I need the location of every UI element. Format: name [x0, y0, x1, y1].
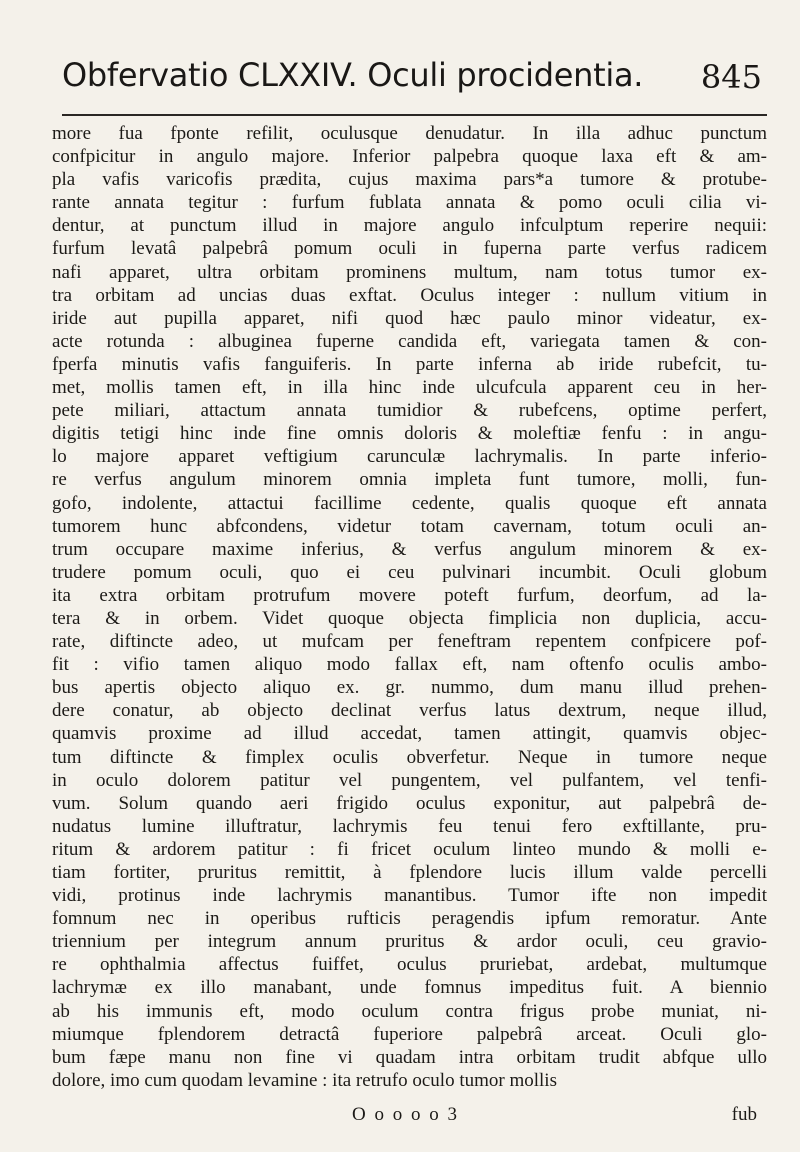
text-line: lachrymæ ex illo manabant, unde fomnus impeditus fuit. A biennio: [52, 977, 767, 999]
text-line: dere conatur, ab objecto declinat verfus latus dextrum, neque illud,: [52, 700, 767, 722]
text-line: acte rotunda : albuginea fuperne candida eft, variegata tamen & con-: [52, 330, 767, 352]
body-text: [52, 122, 767, 1092]
text-line: trudere pomum oculi, quo ei ceu pulvinari incumbit. Oculi globum: [52, 561, 767, 583]
text-line: tumorem hunc abfcondens, videtur totam cavernam, totum oculi an-: [52, 515, 767, 537]
text-line: bus apertis objecto aliquo ex. gr. nummo, dum manu illud prehen-: [52, 677, 767, 699]
catchword: fub: [731, 1104, 757, 1125]
text-line: confpicitur in angulo majore. Inferior palpebra quoque laxa eft & am-: [52, 146, 767, 168]
text-line: ab his immunis eft, modo oculum contra frigus probe muniat, ni-: [52, 1000, 767, 1022]
signature-mark: O o o o o 3: [352, 1104, 459, 1125]
text-line: tum diftincte & fimplex oculis obverfetur. Neque in tumore neque: [52, 746, 767, 768]
running-head: Obfervatio CLXXIV. Oculi procidentia.: [62, 56, 644, 94]
text-line: lo majore apparet veftigium carunculæ lachrymalis. In parte inferio-: [52, 446, 767, 468]
text-line: ritum & ardorem patitur : fi fricet oculum linteo mundo & molli e-: [52, 838, 767, 860]
text-line: tiam fortiter, pruritus remittit, à fplendore lucis illum valde percelli: [52, 862, 767, 883]
text-line: nudatus lumine illuftratur, lachrymis feu tenui fero exftillante, pru-: [52, 815, 767, 837]
text-line: pla vafis varicofis prædita, cujus maxima pars*a tumore & protube-: [52, 169, 767, 191]
text-line: tera & in orbem. Videt quoque objecta fimplicia non duplicia, accu-: [52, 607, 767, 629]
text-line: tra orbitam ad uncias duas exftat. Oculus integer : nullum vitium in: [52, 284, 767, 306]
header-rule: [62, 114, 767, 116]
text-line: in oculo dolorem patitur vel pungentem, vel pulfantem, vel tenfi-: [52, 769, 767, 791]
text-line: fit : vifio tamen aliquo modo fallax eft, nam oftenfo oculis ambo-: [52, 654, 767, 676]
text-line: iride aut pupilla apparet, nifi quod hæc paulo minor videatur, ex-: [52, 307, 767, 329]
text-line: digitis tetigi hinc inde fine omnis doloris & moleftiæ fenfu : in angu-: [52, 423, 767, 445]
text-line: bum fæpe manu non fine vi quadam intra orbitam trudit abfque ullo: [52, 1046, 767, 1068]
text-line: more fua fponte refilit, oculusque denudatur. In illa adhuc punctum: [52, 123, 767, 144]
text-line: trum occupare maxime inferius, & verfus angulum minorem & ex-: [52, 538, 767, 560]
page-header: [62, 56, 762, 114]
text-line: rate, diftincte adeo, ut mufcam per feneftram repentem confpicere pof-: [52, 631, 767, 653]
text-line: miumque fplendorem detractâ fuperiore palpebrâ arceat. Oculi glo-: [52, 1023, 767, 1045]
text-line: quamvis proxime ad illud accedat, tamen attingit, quamvis objec-: [52, 723, 767, 745]
page-footer: [52, 1104, 767, 1130]
text-line: fomnum nec in operibus rufticis peragendis ipfum remoratur. Ante: [52, 908, 767, 930]
page-number: 845: [700, 58, 762, 96]
text-line: vum. Solum quando aeri frigido oculus exponitur, aut palpebrâ de-: [52, 792, 767, 814]
text-line: nafi apparet, ultra orbitam prominens multum, nam totus tumor ex-: [52, 261, 767, 283]
text-line: dentur, at punctum illud in majore angulo infculptum reperire nequii:: [52, 215, 767, 237]
text-line: re verfus angulum minorem omnia impleta funt tumore, molli, fun-: [52, 469, 767, 491]
text-line: re ophthalmia affectus fuiffet, oculus pruriebat, ardebat, multumque: [52, 954, 767, 976]
text-line: fperfa minutis vafis fanguiferis. In parte inferna ab iride rubefcit, tu-: [52, 353, 767, 375]
text-line: furfum levatâ palpebrâ pomum oculi in fuperna parte verfus radicem: [52, 238, 767, 260]
text-line: pete miliari, attactum annata tumidior & rubefcens, optime perfert,: [52, 400, 767, 422]
text-line: dolore, imo cum quodam levamine : ita retrufo oculo tumor mollis: [52, 1069, 557, 1091]
text-line: gofo, indolente, attactui facillime cedente, qualis quoque eft annata: [52, 492, 767, 514]
text-line: met, mollis tamen eft, in illa hinc inde ulcufcula apparent ceu in her-: [52, 377, 767, 399]
text-line: ita extra orbitam protrufum movere poteft furfum, deorfum, ad la-: [52, 584, 767, 606]
text-line: triennium per integrum annum pruritus & ardor oculi, ceu gravio-: [52, 931, 767, 953]
text-line: rante annata tegitur : furfum fublata annata & pomo oculi cilia vi-: [52, 192, 767, 214]
text-line: vidi, protinus inde lachrymis manantibus. Tumor ifte non impedit: [52, 885, 767, 907]
